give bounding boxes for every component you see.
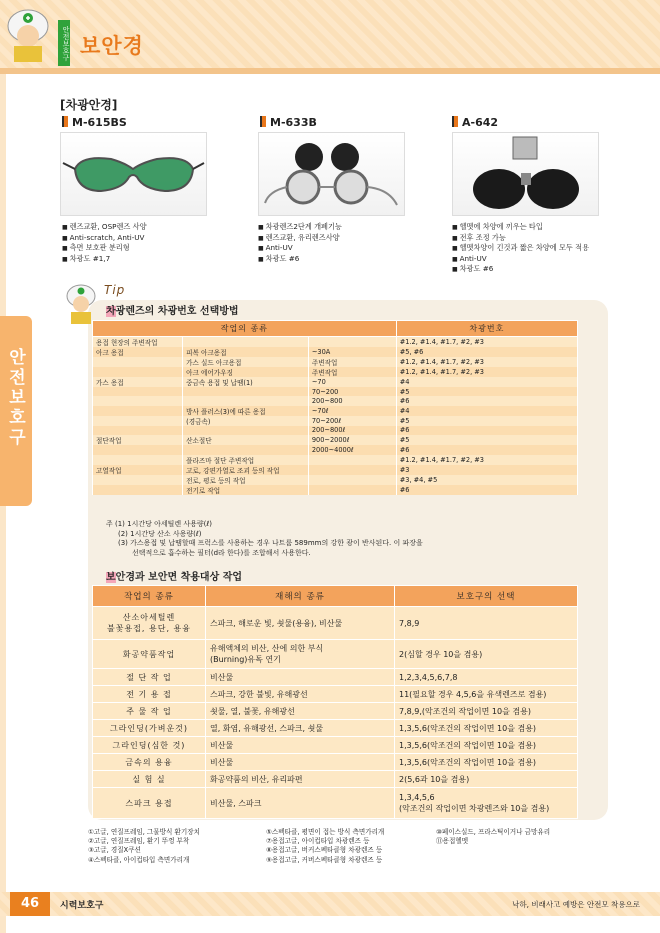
table-cell: 절단작업 — [93, 435, 183, 445]
table-cell: #1.2, #1.4, #1.7, #2, #3 — [396, 367, 577, 377]
cell-line: 1,2,3,4,5,6,7,8 — [399, 672, 458, 682]
table-cell: 900~2000ℓ — [308, 435, 396, 445]
table-cell: #3 — [396, 465, 577, 475]
table-cell: 200~800ℓ — [308, 426, 396, 435]
product-name: A-642 — [452, 116, 498, 129]
table-cell: #6 — [396, 426, 577, 435]
table-cell — [93, 426, 183, 435]
cell-line: 2(심할 경우 10을 겸용) — [399, 649, 483, 659]
legend-item: ⑩페이스실드, 프라스틱이거나 금망유리 — [436, 828, 551, 836]
table-cell: 가스 실드 아크용접 — [183, 357, 309, 367]
table-cell: 용접 현장의 주변작업 — [93, 337, 183, 348]
cell-line: 절 단 작 업 — [126, 672, 172, 682]
table-row — [93, 475, 578, 485]
table-cell: ~70 — [308, 377, 396, 387]
table-cell: #6 — [396, 485, 577, 495]
table-cell: 아크 용접 — [93, 347, 183, 357]
table-cell — [93, 416, 183, 426]
table-row — [93, 737, 578, 754]
table-cell: #6 — [396, 396, 577, 405]
table-cell — [395, 703, 578, 720]
legend-item: ⑨용접고글, 커버스펙타클형 차광렌즈 등 — [266, 855, 383, 864]
table-cell — [93, 387, 183, 396]
table-row — [93, 445, 578, 454]
legend-item: ①고글, 연질프레임, 그물방식 환기장치 — [88, 828, 200, 836]
table-cell: 고열작업 — [93, 465, 183, 475]
table-cell: #5, #6 — [396, 347, 577, 357]
footer-section-name: 시력보호구 — [60, 901, 104, 911]
table-cell — [308, 485, 396, 495]
eye-protection-table — [92, 585, 578, 819]
table-cell: 200~800 — [308, 396, 396, 405]
table-cell — [206, 669, 395, 686]
cell-line: 유해액체의 비산, 산에 의한 부식 — [210, 644, 324, 653]
page-number: 46 — [10, 892, 50, 916]
cell-line: 열, 화염, 유해광선, 스파크, 쇳물 — [210, 723, 324, 733]
table-row — [93, 669, 578, 686]
table-cell: #4 — [396, 377, 577, 387]
table-cell: #6 — [396, 445, 577, 454]
table-cell: 중금속 용접 및 납땜(1) — [183, 377, 309, 387]
product-photo — [258, 132, 405, 216]
table-row — [93, 720, 578, 737]
flip-goggles-icon — [259, 133, 404, 215]
table-row — [93, 455, 578, 465]
table-cell — [206, 737, 395, 754]
table-row — [93, 387, 578, 396]
table-header: 차광번호 — [396, 321, 577, 337]
table-cell — [183, 337, 309, 348]
table-cell: 2000~4000ℓ — [308, 445, 396, 454]
table-cell — [93, 640, 206, 669]
table-cell: #1.2, #1.4, #1.7, #2, #3 — [396, 337, 577, 348]
table-cell: 주변작업 — [308, 357, 396, 367]
table-cell — [308, 465, 396, 475]
cell-line: 1,3,5,6(악조건의 작업이면 10을 겸용) — [399, 723, 537, 733]
cell-line: 7,8,9,(악조건의 작업이면 10을 겸용) — [399, 706, 531, 716]
cell-line: 금속의 용융 — [125, 757, 173, 767]
legend-item: ④스펙타클, 아이컵타입 측면가리개 — [88, 855, 190, 864]
table-row — [93, 396, 578, 405]
cell-line: 불꽃용접, 용단, 용융 — [107, 624, 191, 633]
table-row — [93, 485, 578, 495]
cell-line: 11(필요할 경우 4,5,6을 유색렌즈로 겸용) — [399, 689, 547, 699]
table-row — [93, 771, 578, 788]
table-row — [93, 337, 578, 348]
table-cell — [206, 607, 395, 640]
cell-line: 스파크, 강한 불빛, 유해광선 — [210, 689, 308, 699]
table-cell: #5 — [396, 416, 577, 426]
table-cell — [308, 455, 396, 465]
table2-title: 보안경과 보안면 착용대상 작업 — [106, 572, 243, 583]
cell-line: 산소아세틸렌 — [122, 613, 176, 622]
table-cell: 가스 용접 — [93, 377, 183, 387]
table-cell: 산소절단 — [183, 435, 309, 445]
legend-item: ⑦용접고글, 아이컵타입 차광렌즈 등 — [266, 837, 370, 846]
table-cell — [395, 788, 578, 819]
clip-on-lens-icon — [453, 133, 598, 215]
table-cell — [395, 737, 578, 754]
table-cell: 70~200 — [308, 387, 396, 396]
table-cell — [395, 754, 578, 771]
header-tag: 안전보호구 — [58, 20, 70, 66]
cell-line: 화공약품의 비산, 유리파편 — [210, 774, 303, 784]
table-cell — [93, 455, 183, 465]
table-cell: 주변작업 — [308, 367, 396, 377]
table-cell — [206, 788, 395, 819]
table-cell — [93, 754, 206, 771]
table-cell: #4 — [396, 406, 577, 416]
table-cell: ~30A — [308, 347, 396, 357]
table-cell — [93, 396, 183, 405]
table-cell: 고로, 강편가열로 조괴 등의 작업 — [183, 465, 309, 475]
table-cell: 플라즈마 절단 주변작업 — [183, 455, 309, 465]
header-line — [0, 68, 660, 74]
table-cell — [308, 337, 396, 348]
table-cell — [93, 406, 183, 416]
table-cell — [395, 771, 578, 788]
legend-item: ②고글, 연질프레임, 환기 뚜껑 부착 — [88, 837, 190, 846]
product-features: ■ 렌즈교환, OSP렌즈 사양 ■ Anti-scratch, Anti-UV ■ 측면 보호판 분리형 ■ 차광도 #1,7 — [62, 222, 242, 264]
table-cell: (경금속) — [183, 416, 309, 426]
cell-line: 비산물, 스파크 — [210, 798, 262, 808]
table-cell: #5 — [396, 435, 577, 445]
glasses-icon — [61, 133, 206, 215]
table-cell — [93, 771, 206, 788]
table-row — [93, 416, 578, 426]
cell-line: 비산물 — [210, 672, 234, 682]
table-cell — [206, 754, 395, 771]
legend-item: ⑪용접헬멧 — [436, 837, 469, 846]
legend-item: ⑤스펙타클, 평면이 접는 방식 측면가리개 — [266, 828, 385, 836]
table-cell — [93, 475, 183, 485]
table-cell — [93, 669, 206, 686]
cell-line: (Burning)유독 연기 — [210, 655, 281, 664]
table-cell — [93, 788, 206, 819]
table-header: 보호구의 선택 — [395, 586, 578, 607]
side-tab-label: 안전보호구 — [5, 348, 25, 448]
table-header: 재해의 종류 — [206, 586, 395, 607]
cell-line: (악조건의 작업이면 차광렌즈와 10을 겸용) — [399, 804, 550, 813]
table-cell — [395, 720, 578, 737]
shade-number-table — [92, 320, 578, 495]
table-cell — [206, 640, 395, 669]
table-cell: 아크 에어가우징 — [183, 367, 309, 377]
cell-line: 2(5,6과 10을 겸용) — [399, 774, 470, 784]
table-row — [93, 703, 578, 720]
table-cell — [93, 367, 183, 377]
cell-line: 그라인딩(심한 것) — [112, 740, 186, 750]
table-header: 작업의 종류 — [93, 321, 397, 337]
table-cell — [183, 387, 309, 396]
cell-line: 그라인딩(가벼운것) — [109, 723, 189, 733]
table-cell — [395, 686, 578, 703]
table-cell — [93, 686, 206, 703]
table-row — [93, 640, 578, 669]
table-cell: 70~200ℓ — [308, 416, 396, 426]
table-cell — [93, 357, 183, 367]
table1-title: 차광렌즈의 차광번호 선택방법 — [106, 306, 239, 317]
table-cell: 전로, 평로 등의 작업 — [183, 475, 309, 485]
legend-item: ⑧용접고글, 버커스펙타클형 차광렌즈 등 — [266, 846, 383, 855]
product-name: M-633B — [260, 116, 317, 129]
product-photo — [452, 132, 599, 216]
table-cell — [93, 703, 206, 720]
product-name: M-615BS — [62, 116, 127, 129]
table-cell — [206, 686, 395, 703]
table-cell: 전기로 작업 — [183, 485, 309, 495]
table-row — [93, 686, 578, 703]
table-cell: #1.2, #1.4, #1.7, #2, #3 — [396, 357, 577, 367]
table-row — [93, 347, 578, 357]
table-cell — [206, 703, 395, 720]
table-cell — [206, 720, 395, 737]
table-cell — [183, 396, 309, 405]
footer-slogan: 낙하, 비래사고 예방은 안전모 착용으로 — [512, 900, 640, 909]
table-row — [93, 754, 578, 771]
table-row — [93, 465, 578, 475]
legend-item: ③고글, 경질X쿠션 — [88, 846, 141, 855]
table-cell — [183, 426, 309, 435]
cell-line: 비산물 — [210, 740, 234, 750]
cell-line: 비산물 — [210, 757, 234, 767]
table-cell — [93, 607, 206, 640]
table-cell — [93, 720, 206, 737]
table-cell — [93, 737, 206, 754]
product-features: ■ 헬멧에 차양에 끼우는 타입 ■ 전후 조정 가능 ■ 헬멧차양이 긴것과 짧은 차양에 모두 적용 ■ Anti-UV ■ 차광도 #6 — [452, 222, 632, 275]
cell-line: 1,3,5,6(악조건의 작업이면 10을 겸용) — [399, 740, 537, 750]
table-cell: 방사 플러스(3)에 따른 용접 — [183, 406, 309, 416]
cell-line: 주 물 작 업 — [126, 706, 172, 716]
table-cell — [395, 640, 578, 669]
table-row — [93, 788, 578, 819]
cell-line: 스파크 용접 — [125, 798, 173, 808]
table-row — [93, 406, 578, 416]
table-cell — [93, 445, 183, 454]
table-cell — [395, 669, 578, 686]
table-row — [93, 357, 578, 367]
product-photo — [60, 132, 207, 216]
table-cell — [308, 475, 396, 485]
page-title: 보안경 — [80, 34, 144, 58]
mascot-icon — [4, 6, 52, 64]
cell-line: 7,8,9 — [399, 618, 420, 628]
table-cell — [206, 771, 395, 788]
cell-line: 실 험 실 — [132, 774, 166, 784]
cell-line: 1,3,5,6(악조건의 작업이면 10을 겸용) — [399, 757, 537, 767]
table-cell — [395, 607, 578, 640]
cell-line: 스파크, 해로운 빛, 쇳물(용융), 비산물 — [210, 618, 343, 628]
table-header: 작업의 종류 — [93, 586, 206, 607]
table-cell: 피복 아크용접 — [183, 347, 309, 357]
table-row — [93, 377, 578, 387]
table1-notes: 주 (1) 1시간당 아세틸렌 사용량(ℓ) (2) 1시간당 산소 사용량(ℓ) (3) 가스용접 및 납땜할때 프럭스를 사용하는 경우 나트륨 589mm의 강한 광이 반사된다. 이 파장을 선택적으로 흡수하는 필터(d라 한다)를 조합해서 사용한다. — [106, 520, 423, 557]
table-row — [93, 607, 578, 640]
cell-line: 화공약품작업 — [122, 649, 176, 659]
table-cell — [93, 485, 183, 495]
table-cell: #1.2, #1.4, #1.7, #2, #3 — [396, 455, 577, 465]
table-row — [93, 367, 578, 377]
table-cell — [183, 445, 309, 454]
table-cell: ~70ℓ — [308, 406, 396, 416]
tip-label: Tip — [104, 283, 126, 297]
product-features: ■ 차광렌즈2단계 개폐기능 ■ 렌즈교환, 유리렌즈사양 ■ Anti-UV ■ 차광도 #6 — [258, 222, 438, 264]
table-cell: #3, #4, #5 — [396, 475, 577, 485]
cell-line: 쇳물, 열, 불꽃, 유해광선 — [210, 706, 295, 716]
table-row — [93, 435, 578, 445]
section-title: [차광안경] — [60, 98, 118, 112]
table-row — [93, 426, 578, 435]
table-cell: #5 — [396, 387, 577, 396]
cell-line: 전 기 용 접 — [126, 689, 172, 699]
cell-line: 1,3,4,5,6 — [399, 793, 435, 802]
